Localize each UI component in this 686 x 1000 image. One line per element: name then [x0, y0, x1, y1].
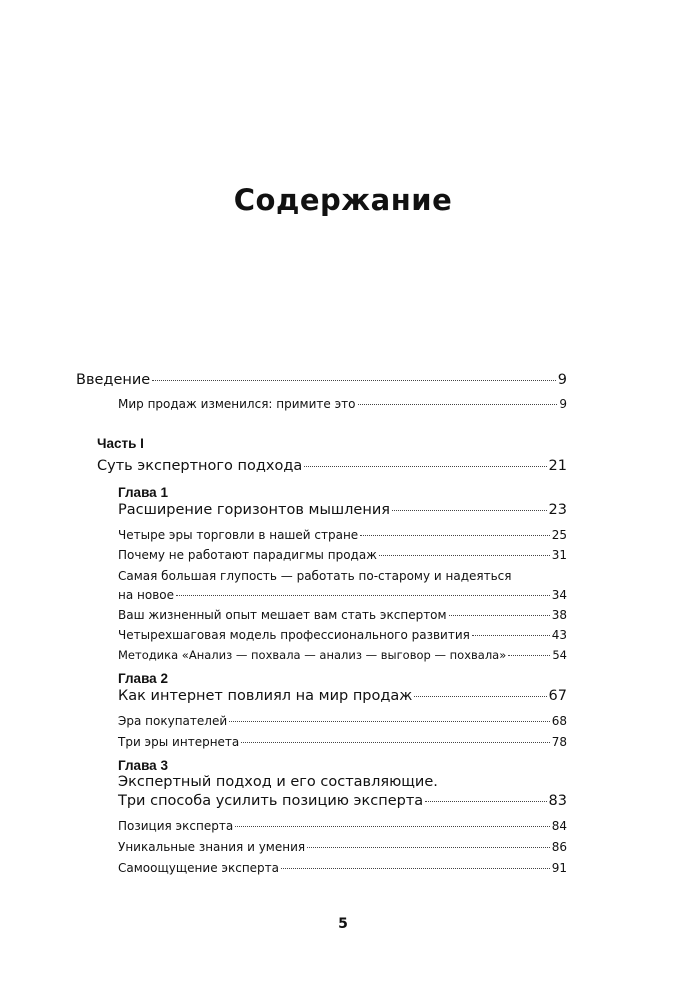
dot-leader	[508, 655, 550, 656]
toc-entry[interactable]	[118, 819, 567, 833]
dot-leader	[472, 635, 550, 636]
toc-entry-intro[interactable]	[76, 372, 567, 388]
dot-leader	[307, 847, 550, 848]
toc-entry-label: Как интернет повлиял на мир продаж	[118, 688, 413, 704]
toc-entry-label: Почему не работают парадигмы продаж	[118, 548, 377, 562]
toc-entry-label: Уникальные знания и умения	[118, 840, 306, 854]
toc-page-number: 68	[551, 714, 567, 728]
toc-entry-label: Четырехшаговая модель профессионального развития	[118, 628, 470, 642]
toc-entry[interactable]	[118, 548, 567, 562]
toc-entry-label: Три способа усилить позицию эксперта	[118, 793, 424, 809]
dot-leader	[176, 595, 550, 596]
toc-page-number: 86	[551, 840, 567, 854]
toc-entry-part[interactable]	[97, 458, 567, 474]
toc-page-number: 25	[551, 528, 567, 542]
toc-page-number: 21	[548, 458, 567, 474]
toc-entry-label: Позиция эксперта	[118, 819, 234, 833]
toc-page-number: 23	[548, 502, 567, 518]
toc-entry-label-line1[interactable]: Самая большая глупость — работать по-старому и надеяться	[118, 569, 512, 583]
page-title: Содержание	[233, 183, 453, 217]
part-label: Часть I	[97, 436, 144, 451]
toc-entry[interactable]	[118, 628, 567, 642]
toc-page-number: 54	[552, 648, 567, 662]
dot-leader	[304, 466, 546, 467]
dot-leader	[425, 801, 546, 802]
toc-entry[interactable]	[118, 840, 567, 854]
dot-leader	[281, 868, 550, 869]
toc-entry-label: на новое	[118, 588, 174, 602]
toc-entry[interactable]	[118, 735, 567, 749]
dot-leader	[414, 696, 546, 697]
page-number: 5	[338, 916, 348, 932]
toc-entry[interactable]	[118, 608, 567, 622]
toc-page-number: 84	[551, 819, 567, 833]
toc-entry-label: Введение	[76, 372, 151, 388]
toc-entry-label: Эра покупателей	[118, 714, 228, 728]
toc-entry-chapter[interactable]	[118, 688, 567, 704]
toc-entry-chapter[interactable]	[118, 793, 567, 809]
toc-page-number: 34	[551, 588, 567, 602]
chapter-label: Глава 3	[118, 758, 168, 773]
dot-leader	[241, 742, 549, 743]
toc-entry[interactable]	[118, 528, 567, 542]
toc-entry-label: Суть экспертного подхода	[97, 458, 303, 474]
toc-entry[interactable]	[118, 397, 567, 411]
toc-entry-label: Расширение горизонтов мышления	[118, 502, 390, 518]
chapter-label: Глава 1	[118, 485, 168, 500]
toc-page-number: 43	[551, 628, 567, 642]
toc-page-number: 67	[548, 688, 567, 704]
toc-entry-label: Три эры интернета	[118, 735, 240, 749]
toc-entry[interactable]	[118, 588, 567, 602]
dot-leader	[358, 404, 558, 405]
toc-entry[interactable]	[118, 648, 567, 662]
toc-entry-chapter[interactable]	[118, 502, 567, 518]
toc-entry-chapter-line1[interactable]: Экспертный подход и его составляющие.	[118, 774, 438, 790]
toc-page-number: 83	[548, 793, 567, 809]
toc-page-number: 9	[559, 397, 567, 411]
toc-page-number: 38	[551, 608, 567, 622]
toc-page-number: 31	[551, 548, 567, 562]
toc-entry-label: Самоощущение эксперта	[118, 861, 280, 875]
toc-entry[interactable]	[118, 714, 567, 728]
toc-entry-label: Ваш жизненный опыт мешает вам стать экспертом	[118, 608, 447, 622]
dot-leader	[360, 535, 550, 536]
dot-leader	[379, 555, 550, 556]
dot-leader	[235, 826, 550, 827]
toc-entry-label: Мир продаж изменился: примите это	[118, 397, 356, 411]
dot-leader	[229, 721, 550, 722]
toc-entry-label: Методика «Анализ — похвала — анализ — выговор — похвала»	[118, 648, 507, 662]
toc-page-number: 78	[551, 735, 567, 749]
toc-entry-label: Четыре эры торговли в нашей стране	[118, 528, 359, 542]
toc-page-number: 9	[557, 372, 567, 388]
toc-entry[interactable]	[118, 861, 567, 875]
dot-leader	[392, 510, 547, 511]
dot-leader	[152, 380, 556, 381]
chapter-label: Глава 2	[118, 671, 168, 686]
toc-page-number: 91	[551, 861, 567, 875]
dot-leader	[449, 615, 550, 616]
